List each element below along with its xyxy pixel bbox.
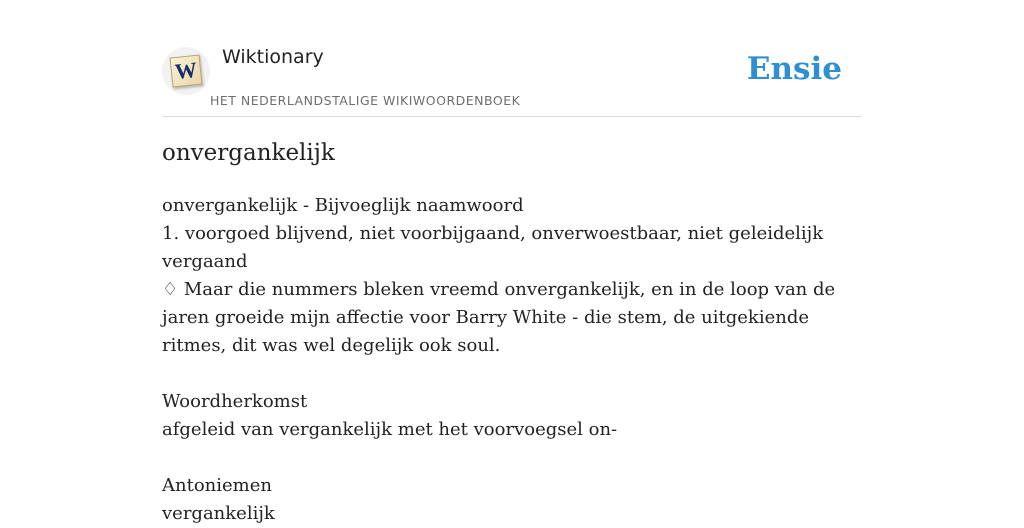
page-container xyxy=(162,0,862,524)
site-header xyxy=(162,0,862,117)
site-name[interactable]: Wiktionary xyxy=(222,46,324,68)
definition-1: 1. voorgoed blijvend, niet voorbijgaand, onverwoestbaar, niet geleidelijk vergaand xyxy=(162,223,824,272)
spacer xyxy=(162,360,862,388)
entry-content xyxy=(162,192,862,528)
example-1: ♢ Maar die nummers bleken vreemd onvergankelijk, en in de loop van de jaren groeide mijn affectie voor Barry White - die stem, de uitgekiende ritmes, dit was wel degelijk ook soul. xyxy=(162,279,836,356)
etymology-text: afgeleid van vergankelijk met het voorvoegsel on- xyxy=(162,419,618,440)
wiktionary-logo[interactable] xyxy=(162,47,210,95)
ensie-brand-link[interactable]: Ensie xyxy=(746,51,842,87)
antonyms-text: vergankelijk xyxy=(162,503,275,524)
page-title: onvergankelijk xyxy=(162,140,335,166)
logo-letter: W xyxy=(173,56,199,85)
entry-heading: onvergankelijk - Bijvoeglijk naamwoord xyxy=(162,195,524,216)
antonyms-heading: Antoniemen xyxy=(162,475,272,496)
spacer xyxy=(162,444,862,472)
logo-tile-icon xyxy=(170,55,203,88)
site-tagline: HET NEDERLANDSTALIGE WIKIWOORDENBOEK xyxy=(210,93,521,108)
etymology-heading: Woordherkomst xyxy=(162,391,308,412)
